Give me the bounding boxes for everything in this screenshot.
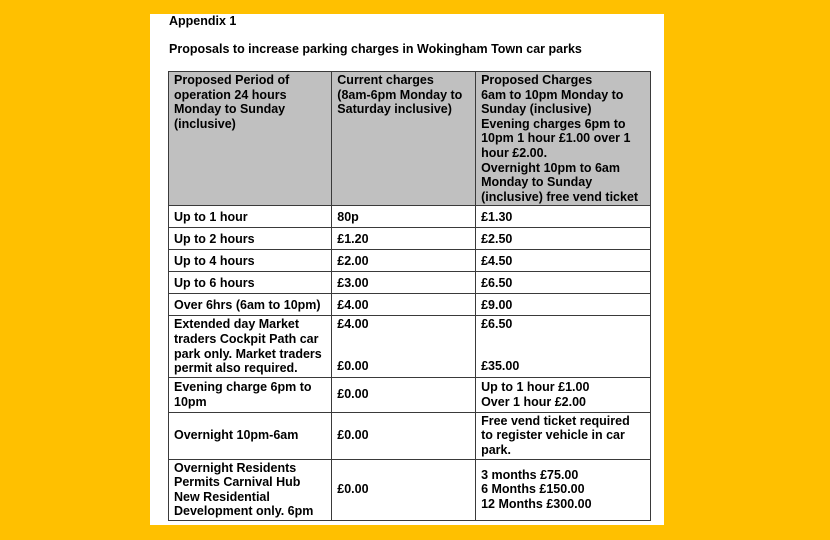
proposed-charge-day: £6.50 [481, 317, 513, 332]
proposed-charge-cell: £4.50 [476, 250, 651, 272]
table-row-residents-permits [169, 459, 651, 520]
parking-charges-table [168, 71, 651, 521]
table-row [169, 294, 651, 316]
document-page [150, 14, 664, 525]
proposed-charge-cell: £9.00 [476, 294, 651, 316]
current-charge-cell [332, 316, 476, 377]
current-charge-cell: £0.00 [332, 412, 476, 459]
proposed-charge-cell: Free vend ticket required to register vehicle in car park. [476, 412, 651, 459]
current-charge-cell: £1.20 [332, 228, 476, 250]
header-proposed-charges: Proposed Charges 6am to 10pm Monday to Sunday (inclusive) Evening charges 6pm to 10pm 1 hour £1.00 over 1 hour £2.00. Overnight 10pm to 6am Monday to Sunday (inclusive) free vend ticket [476, 72, 651, 206]
period-cell: Up to 4 hours [169, 250, 332, 272]
proposed-charge-cell: 3 months £75.00 6 Months £150.00 12 Months £300.00 [476, 459, 651, 520]
proposed-charge-cell [476, 316, 651, 377]
table-row [169, 272, 651, 294]
current-charge-day: £4.00 [337, 317, 369, 332]
proposed-charge-cell: £2.50 [476, 228, 651, 250]
current-charge-cell: £2.00 [332, 250, 476, 272]
current-charge-cell: £4.00 [332, 294, 476, 316]
period-cell: Up to 1 hour [169, 206, 332, 228]
period-cell: Evening charge 6pm to 10pm [169, 377, 332, 412]
period-cell: Overnight 10pm-6am [169, 412, 332, 459]
document-title: Proposals to increase parking charges in Wokingham Town car parks [169, 42, 582, 56]
table-row-market-traders [169, 316, 651, 377]
table-header-row [169, 72, 651, 206]
proposed-charge-cell: £1.30 [476, 206, 651, 228]
proposed-charge-cell: £6.50 [476, 272, 651, 294]
current-charge-cell: £0.00 [332, 459, 476, 520]
table-row [169, 228, 651, 250]
period-cell: Extended day Market traders Cockpit Path car park only. Market traders permit also required. [169, 316, 332, 377]
current-charge-cell: 80p [332, 206, 476, 228]
table-row-overnight [169, 412, 651, 459]
header-proposed-period: Proposed Period of operation 24 hours Monday to Sunday (inclusive) [169, 72, 332, 206]
current-charge-cell: £0.00 [332, 377, 476, 412]
current-charge-cell: £3.00 [332, 272, 476, 294]
proposed-charge-cell: Up to 1 hour £1.00 Over 1 hour £2.00 [476, 377, 651, 412]
appendix-label: Appendix 1 [169, 14, 237, 28]
table-row-evening [169, 377, 651, 412]
period-cell: Overnight Residents Permits Carnival Hub New Residential Development only. 6pm [169, 459, 332, 520]
period-cell: Up to 2 hours [169, 228, 332, 250]
header-current-charges: Current charges (8am-6pm Monday to Saturday inclusive) [332, 72, 476, 206]
period-cell: Over 6hrs (6am to 10pm) [169, 294, 332, 316]
proposed-charge-permit: £35.00 [481, 358, 520, 373]
period-cell: Up to 6 hours [169, 272, 332, 294]
table-row [169, 250, 651, 272]
table-row [169, 206, 651, 228]
current-charge-permit: £0.00 [337, 358, 369, 373]
